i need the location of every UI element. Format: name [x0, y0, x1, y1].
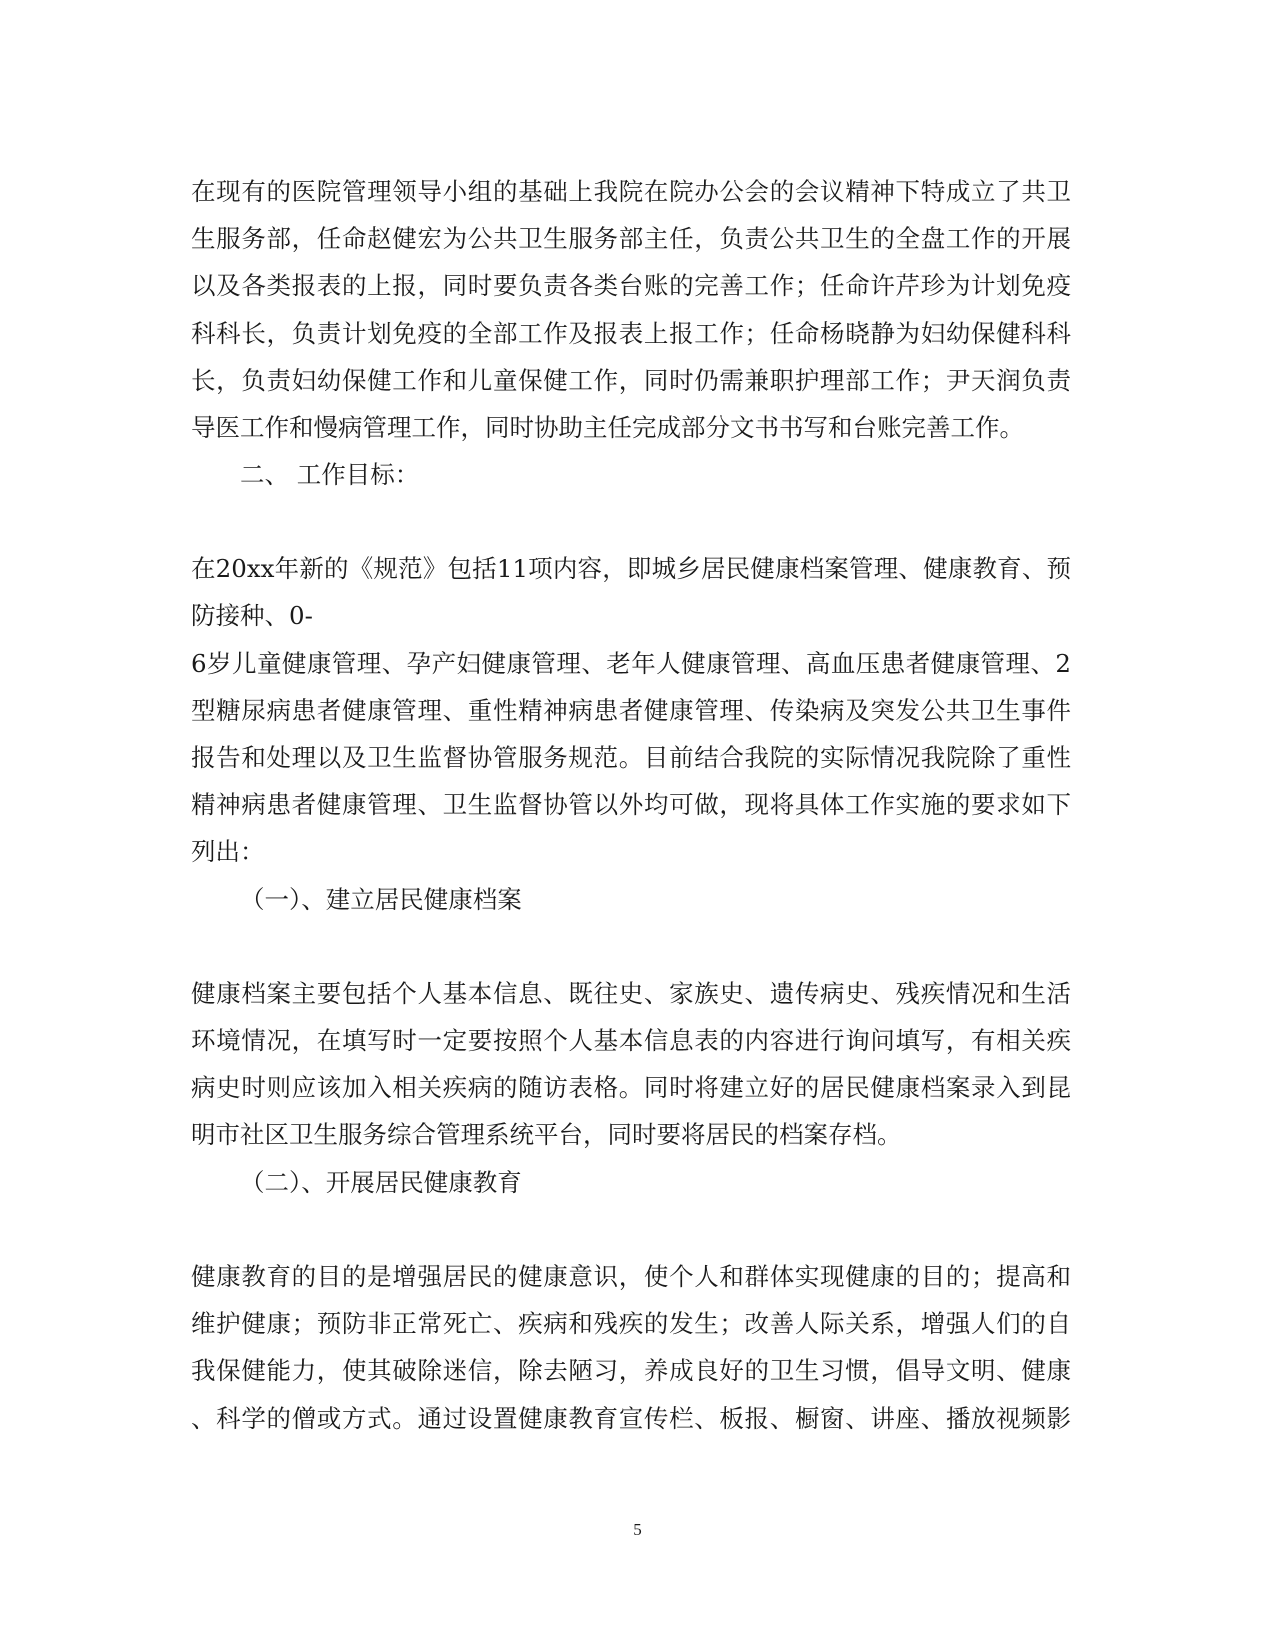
- text-line: 精神病患者健康管理、卫生监督协管以外均可做，现将具体工作实施的要求如下: [191, 790, 1071, 819]
- text-line: 明市社区卫生服务综合管理系统平台，同时要将居民的档案存档。: [191, 1120, 902, 1149]
- text-line: 防接种、0-: [191, 601, 313, 630]
- text-line: 列出：: [191, 837, 265, 866]
- section-heading: 二、 工作目标：: [240, 460, 420, 489]
- text-line: 健康教育的目的是增强居民的健康意识，使个人和群体实现健康的目的；提高和: [191, 1262, 1071, 1291]
- text-line: 型糖尿病患者健康管理、重性精神病患者健康管理、传染病及突发公共卫生事件: [191, 696, 1071, 725]
- text-line: 报告和处理以及卫生监督协管服务规范。目前结合我院的实际情况我院除了重性: [191, 743, 1071, 772]
- page-number: 5: [633, 1520, 642, 1539]
- text-line: 在现有的医院管理领导小组的基础上我院在院办公会的会议精神下特成立了共卫: [191, 177, 1071, 206]
- text-line: 以及各类报表的上报，同时要负责各类台账的完善工作；任命许芹珍为计划免疫: [191, 271, 1071, 300]
- text-line: 长，负责妇幼保健工作和儿童保健工作，同时仍需兼职护理部工作；尹天润负责: [191, 366, 1071, 395]
- text-line: 生服务部，任命赵健宏为公共卫生服务部主任，负责公共卫生的全盘工作的开展: [191, 224, 1071, 253]
- text-line: 在20xx年新的《规范》包括11项内容，即城乡居民健康档案管理、健康教育、预: [191, 554, 1071, 583]
- text-line: 、科学的僧或方式。通过设置健康教育宣传栏、板报、橱窗、讲座、播放视频影: [191, 1404, 1071, 1433]
- text-line: 环境情况，在填写时一定要按照个人基本信息表的内容进行询问填写，有相关疾: [191, 1026, 1071, 1055]
- text-line: 6岁儿童健康管理、孕产妇健康管理、老年人健康管理、高血压患者健康管理、2: [191, 649, 1071, 678]
- subsection-heading: （二）、开展居民健康教育: [240, 1168, 522, 1197]
- subsection-heading: （一）、建立居民健康档案: [240, 885, 522, 914]
- text-line: 维护健康；预防非正常死亡、疾病和残疾的发生；改善人际关系，增强人们的自: [191, 1309, 1071, 1338]
- text-line: 科科长，负责计划免疫的全部工作及报表上报工作；任命杨晓静为妇幼保健科科: [191, 319, 1071, 348]
- text-line: 病史时则应该加入相关疾病的随访表格。同时将建立好的居民健康档案录入到昆: [191, 1073, 1071, 1102]
- text-line: 健康档案主要包括个人基本信息、既往史、家族史、遗传病史、残疾情况和生活: [191, 979, 1071, 1008]
- text-line: 导医工作和慢病管理工作，同时协助主任完成部分文书书写和台账完善工作。: [191, 413, 1024, 442]
- text-line: 我保健能力，使其破除迷信，除去陋习，养成良好的卫生习惯，倡导文明、健康: [191, 1356, 1071, 1385]
